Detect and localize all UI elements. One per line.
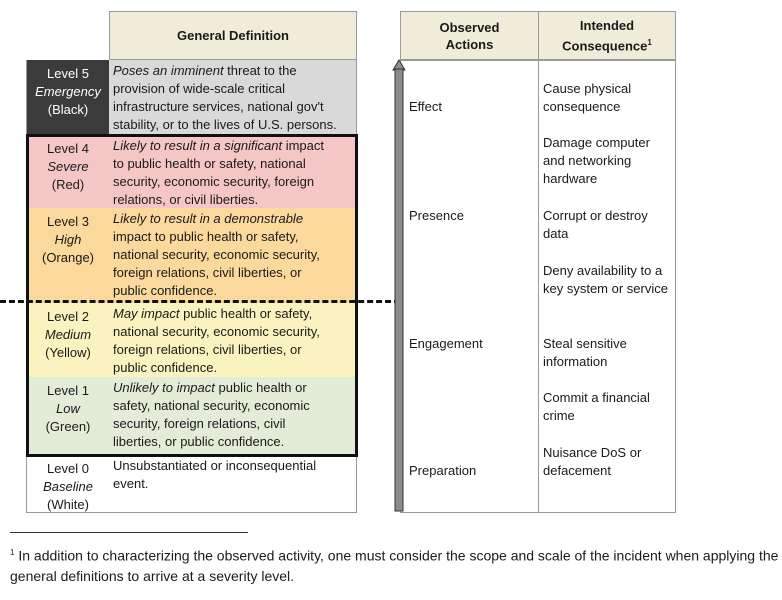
level-number: Level 5 bbox=[47, 66, 89, 81]
observed-actions-column bbox=[400, 60, 539, 513]
level-severity: Emergency bbox=[35, 84, 101, 99]
definition-line bbox=[113, 282, 350, 300]
level-severity: Low bbox=[56, 401, 80, 416]
definition-text: security, economic security, foreign bbox=[113, 174, 315, 189]
definition-line bbox=[113, 137, 350, 155]
definition-line bbox=[113, 341, 350, 359]
definition-text: safety, national security, economic bbox=[113, 398, 310, 413]
level-cell bbox=[26, 135, 110, 208]
level-number: Level 1 bbox=[47, 383, 89, 398]
intended-consequence-header bbox=[538, 11, 676, 60]
level-definition bbox=[109, 60, 357, 135]
level-definition bbox=[109, 135, 357, 208]
level-color: (Yellow) bbox=[45, 345, 91, 360]
definition-line bbox=[113, 210, 350, 228]
intended-consequence: Nuisance DoS or defacement bbox=[543, 445, 642, 478]
definition-text: Unsubstantiated or inconsequential bbox=[113, 458, 317, 473]
definition-emphasis: Likely to result in a demonstrable bbox=[113, 211, 304, 226]
definition-line bbox=[113, 228, 350, 246]
level-severity: High bbox=[54, 232, 82, 247]
observed-actions-header bbox=[400, 11, 539, 60]
level-color: (Orange) bbox=[41, 250, 95, 265]
definition-emphasis: Unlikely to impact bbox=[113, 380, 215, 395]
definition-line bbox=[113, 457, 350, 475]
definition-line bbox=[113, 305, 350, 323]
intended-consequence-header-label: Intended Consequence bbox=[562, 17, 648, 54]
definition-line bbox=[113, 98, 350, 116]
definition-text: public health or safety, bbox=[179, 306, 313, 321]
definition-text: foreign relations, civil liberties, or bbox=[113, 265, 302, 280]
definition-line bbox=[113, 116, 350, 134]
level-color: (Red) bbox=[51, 177, 85, 192]
definition-text: public confidence. bbox=[113, 283, 218, 298]
level-number: Level 4 bbox=[47, 141, 89, 156]
footnote-separator bbox=[10, 532, 248, 533]
level-color: (White) bbox=[47, 497, 89, 512]
definition-line bbox=[113, 379, 350, 397]
intended-consequence: Damage computer and networking hardware bbox=[543, 135, 650, 186]
definition-line bbox=[113, 62, 350, 80]
definition-text: security, foreign relations, civil bbox=[113, 416, 286, 431]
observed-action: Engagement bbox=[409, 336, 483, 351]
level-cell bbox=[26, 208, 110, 303]
definition-text: relations, or civil liberties. bbox=[113, 192, 259, 207]
definition-line bbox=[113, 80, 350, 98]
general-definition-header bbox=[109, 11, 357, 60]
level-cell bbox=[26, 455, 110, 513]
observed-actions-header-label: Observed Actions bbox=[439, 19, 500, 52]
intended-consequence: Commit a financial crime bbox=[543, 390, 650, 423]
definition-line bbox=[113, 323, 350, 341]
level-severity: Severe bbox=[47, 159, 89, 174]
definition-line bbox=[113, 433, 350, 451]
definition-text: foreign relations, civil liberties, or bbox=[113, 342, 302, 357]
definition-line bbox=[113, 246, 350, 264]
definition-text: stability, or to the lives of U.S. persons. bbox=[113, 117, 337, 132]
definition-text: to public health or safety, national bbox=[113, 156, 306, 171]
definition-line bbox=[113, 475, 350, 493]
level-number: Level 0 bbox=[47, 461, 89, 476]
level-color: (Green) bbox=[45, 419, 91, 434]
level-definition bbox=[109, 377, 357, 455]
level-cell bbox=[26, 303, 110, 377]
definition-text: public confidence. bbox=[113, 360, 218, 375]
footnote bbox=[10, 543, 780, 586]
level-definition bbox=[109, 455, 357, 513]
level-number: Level 3 bbox=[47, 214, 89, 229]
definition-text: national security, economic security, bbox=[113, 324, 320, 339]
definition-line bbox=[113, 359, 350, 377]
level-number: Level 2 bbox=[47, 309, 89, 324]
definition-line bbox=[113, 155, 350, 173]
definition-emphasis: Poses an imminent bbox=[113, 63, 224, 78]
footnote-number: 1 bbox=[10, 548, 15, 557]
footnote-marker: 1 bbox=[647, 37, 652, 47]
definition-emphasis: Likely to result in a significant bbox=[113, 138, 283, 153]
definition-text: public health or bbox=[214, 380, 307, 395]
intended-consequence: Deny availability to a key system or service bbox=[543, 263, 668, 296]
definition-line bbox=[113, 415, 350, 433]
definition-text: event. bbox=[113, 476, 149, 491]
level-color: (Black) bbox=[47, 102, 89, 117]
definition-line bbox=[113, 397, 350, 415]
intended-consequence: Steal sensitive information bbox=[543, 336, 627, 369]
level-cell bbox=[26, 377, 110, 455]
observed-action: Preparation bbox=[409, 463, 477, 478]
definition-text: infrastructure services, national gov't bbox=[113, 99, 324, 114]
observed-action: Presence bbox=[409, 208, 464, 223]
definition-line bbox=[113, 173, 350, 191]
definition-text: provision of wide-scale critical bbox=[113, 81, 285, 96]
intended-consequence: Cause physical consequence bbox=[543, 81, 632, 114]
definition-text: liberties, or public confidence. bbox=[113, 434, 285, 449]
level-severity: Medium bbox=[44, 327, 92, 342]
observed-action: Effect bbox=[409, 99, 443, 114]
level-cell bbox=[26, 60, 110, 135]
definition-line bbox=[113, 264, 350, 282]
definition-text: impact to public health or safety, bbox=[113, 229, 299, 244]
intended-consequence: Corrupt or destroy data bbox=[543, 208, 648, 241]
level-definition bbox=[109, 208, 357, 303]
footnote-text: In addition to characterizing the observed activity, one must consider the scope and scale of the incident when applying the general definitions to arrive at a severity level. bbox=[10, 547, 779, 584]
level-definition bbox=[109, 303, 357, 377]
escalation-arrow bbox=[389, 58, 409, 514]
level-severity: Baseline bbox=[43, 479, 93, 494]
definition-line bbox=[113, 191, 350, 209]
threshold-dashed-line bbox=[0, 300, 400, 303]
definition-text: national security, economic security, bbox=[113, 247, 320, 262]
general-definition-header-label: General Definition bbox=[177, 28, 289, 43]
definition-emphasis: May impact bbox=[113, 306, 180, 321]
definition-text: threat to the bbox=[223, 63, 297, 78]
definition-text: impact bbox=[282, 138, 324, 153]
